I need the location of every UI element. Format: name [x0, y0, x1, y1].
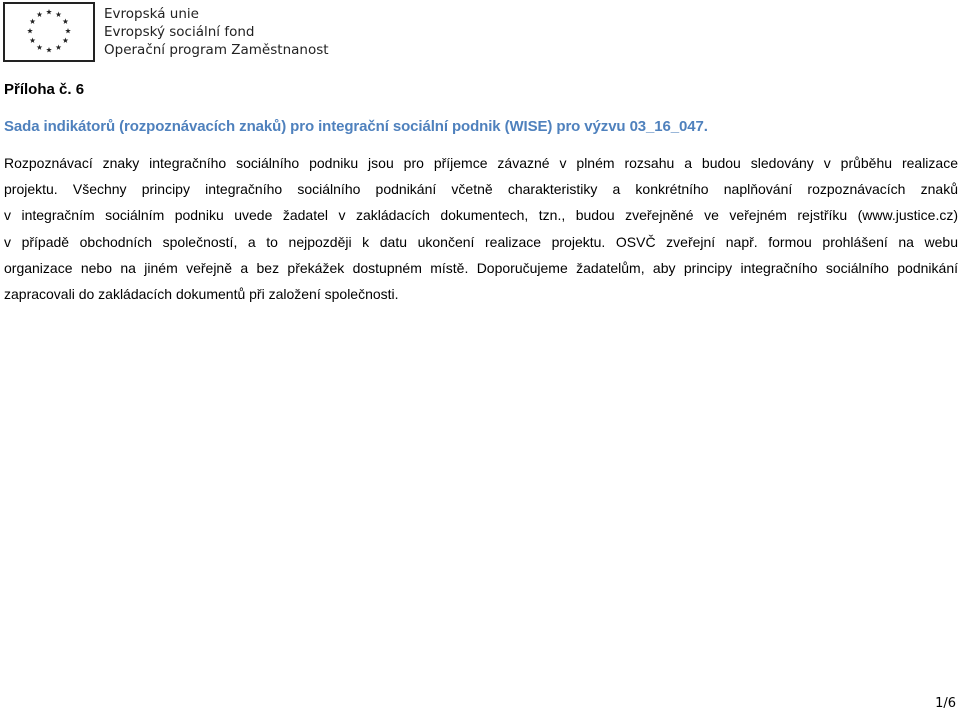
paragraph-line: organizace nebo na jiném veřejně a bez překážek dostupném místě. Doporučujeme žadatelům, aby principy integračního sociálního podnikání — [4, 259, 958, 276]
document-title: Sada indikátorů (rozpoznávacích znaků) pro integrační sociální podnik (WISE) pro výzvu 03_16_047. — [4, 118, 708, 135]
logo-line: Evropský sociální fond — [104, 24, 255, 40]
paragraph-line: v případě obchodních společností, a to nejpozději k datu ukončení realizace projektu. OSVČ zveřejní např. formou prohlášení na webu — [4, 233, 958, 250]
logo-text — [104, 5, 329, 59]
paragraph-line: v integračním sociálním podniku uvede žadatel v zakládacích dokumentech, tzn., budou zveřejněné ve veřejném rejstříku (www.justice.cz) — [4, 207, 958, 224]
star-icon — [56, 12, 62, 17]
body-paragraph — [4, 150, 958, 307]
star-icon — [46, 9, 52, 14]
logo-line: Evropská unie — [104, 6, 199, 22]
logo-line: Operační program Zaměstnanost — [104, 42, 329, 58]
page-number: 1/6 — [935, 696, 956, 711]
paragraph-line: zapracovali do zakládacích dokumentů při založení společnosti. — [4, 286, 399, 303]
star-icon — [30, 19, 36, 24]
star-icon — [30, 38, 36, 43]
star-icon — [63, 38, 69, 43]
star-icon — [37, 44, 43, 49]
star-icon — [27, 28, 33, 33]
star-icon — [63, 19, 69, 24]
eu-stars-icon — [5, 4, 93, 60]
star-icon — [46, 47, 52, 52]
paragraph-line: projektu. Všechny principy integračního sociálního podnikání včetně charakteristiky a konkrétního naplňování rozpoznávacích znaků — [4, 181, 958, 198]
star-icon — [37, 12, 43, 17]
star-icon — [65, 28, 71, 33]
eu-flag-logo — [3, 2, 95, 62]
paragraph-line: Rozpoznávací znaky integračního sociálního podniku jsou pro příjemce závazné v plném rozsahu a budou sledovány v průběhu realizace — [4, 155, 958, 171]
star-icon — [56, 44, 62, 49]
annex-label: Příloha č. 6 — [4, 81, 85, 98]
